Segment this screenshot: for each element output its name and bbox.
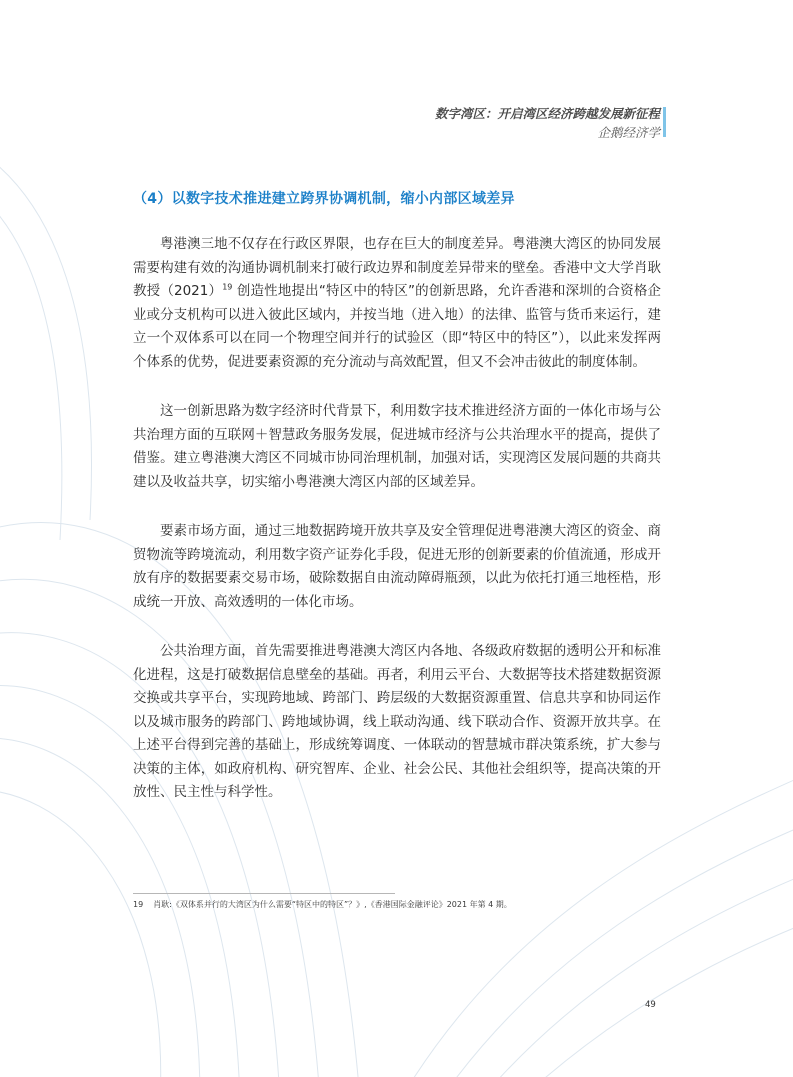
paragraph-1 — [133, 233, 661, 374]
header-subtitle: 企鹅经济学 — [597, 125, 660, 140]
footnote-ref: 19 — [222, 282, 233, 292]
footnote-text: 肖耿:《双体系并行的大湾区为什么需要“特区中的特区”？》,《香港国际金融评论》2021 年第 4 期。 — [153, 900, 512, 909]
footnote-divider — [133, 893, 395, 894]
footnote-number: 19 — [133, 900, 144, 909]
page-number: 49 — [645, 1000, 656, 1010]
paragraph-1-before: 粤港澳三地不仅存在行政区界限，也存在巨大的制度差异。粤港澳大湾区的协同发展需要构建有效的沟通协调机制来打破行政边界和制度差异带来的壁垒。香港中文大学肖耿教授（2021） — [133, 236, 661, 299]
section-heading: （4）以数字技术推进建立跨界协调机制，缩小内部区域差异 — [133, 191, 515, 207]
paragraph-4: 公共治理方面，首先需要推进粤港澳大湾区内各地、各级政府数据的透明公开和标准化进程，这是打破数据信息壁垒的基础。再者，利用云平台、大数据等技术搭建数据资源交换或共享平台，实现跨地域、跨部门、跨层级的大数据资源重置、信息共享和协同运作以及城市服务的跨部门、跨地域协调，线上联动沟通、线下联动合作、资源开放共享。在上述平台得到完善的基础上，形成统筹调度、一体联动的智慧城市群决策系统，扩大参与决策的主体，如政府机构、研究智库、企业、社会公民、其他社会组织等，提高决策的开放性、民主性与科学性。 — [133, 643, 661, 800]
paragraph-3: 要素市场方面，通过三地数据跨境开放共享及安全管理促进粤港澳大湾区的资金、商贸物流等跨境流动，利用数字资产证券化手段，促进无形的创新要素的价值流通，形成开放有序的数据要素交易市场，破除数据自由流动障碍瓶颈，以此为依托打通三地桎梏，形成统一开放、高效透明的一体化市场。 — [133, 523, 661, 610]
running-header — [435, 106, 660, 141]
paragraph-2: 这一创新思路为数字经济时代背景下，利用数字技术推进经济方面的一体化市场与公共治理方面的互联网＋智慧政务服务发展，促进城市经济与公共治理水平的提高，提供了借鉴。建立粤港澳大湾区不同城市协同治理机制，加强对话，实现湾区发展问题的共商共建以及收益共享，切实缩小粤港澳大湾区内部的区域差异。 — [133, 403, 661, 490]
header-accent-bar — [663, 107, 666, 137]
body-content — [133, 233, 661, 831]
paragraph-1-after: 创造性地提出“特区中的特区”的创新思路，允许香港和深圳的合资格企业或分支机构可以进入彼此区域内，并按当地（进入地）的法律、监管与货币来运行，建立一个双体系可以在同一个物理空间并行的试验区（即“特区中的特区”），以此来发挥两个体系的优势，促进要素资源的充分流动与高效配置，但又不会冲击彼此的制度体制。 — [133, 283, 662, 370]
footnote — [133, 899, 512, 910]
header-title: 数字湾区：开启湾区经济跨越发展新征程 — [434, 106, 660, 121]
